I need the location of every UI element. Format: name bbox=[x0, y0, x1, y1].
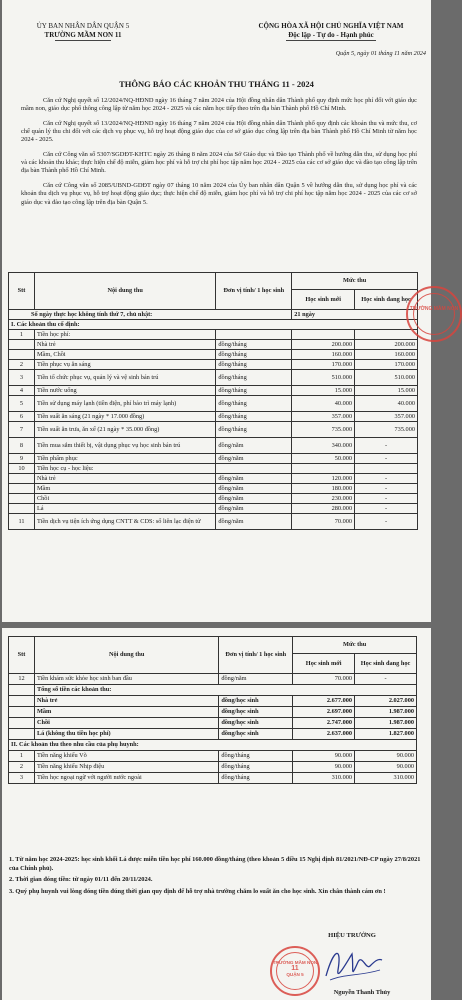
row-new-student-fee: 70.000 bbox=[293, 674, 355, 685]
total-label: Tổng số tiền các khoản thu: bbox=[34, 685, 416, 696]
row-content: Tiền tổ chức phục vụ, quản lý và vệ sinh bán trú bbox=[34, 370, 215, 386]
row-current-student-fee: 200.000 bbox=[355, 340, 418, 350]
header-new-student: Học sinh mới bbox=[293, 654, 355, 674]
header-unit: Đơn vị tính/ 1 học sinh bbox=[216, 273, 292, 310]
row-new-student-fee: 180.000 bbox=[292, 484, 355, 494]
row-stt bbox=[9, 707, 35, 718]
table-row bbox=[9, 370, 418, 386]
document-page-2 bbox=[2, 628, 431, 1000]
row-content: Tiền phục vụ ăn sáng bbox=[34, 360, 215, 370]
table-row bbox=[9, 438, 418, 454]
header-current-student: Học sinh đang học bbox=[355, 290, 418, 310]
row-unit: đồng/tháng bbox=[219, 751, 293, 762]
row-content: Chồi bbox=[34, 494, 215, 504]
header-content: Nội dung thu bbox=[34, 637, 218, 674]
row-unit: đồng/tháng bbox=[216, 396, 292, 412]
row-unit: đồng/tháng bbox=[216, 340, 292, 350]
total-current-student: 1.827.000 bbox=[355, 729, 417, 740]
table-row bbox=[9, 773, 417, 784]
document-date: Quận 5, ngày 01 tháng 11 năm 2024 bbox=[335, 50, 426, 57]
table-row bbox=[9, 494, 418, 504]
header-rate: Mức thu bbox=[292, 273, 418, 290]
row-new-student-fee bbox=[292, 464, 355, 474]
header-content: Nội dung thu bbox=[34, 273, 215, 310]
legal-paragraph: Căn cứ Nghị quyết số 12/2024/NQ-HĐND ngày 16 tháng 7 năm 2024 của Hội đồng nhân dân Thành phố quy định mức học phí đối với giáo dục mầm non, giáo dục phổ thông công lập từ năm học 2024 - 2025 và các năm học tiếp theo trên địa bàn Thành phố Hồ Chí Minh. bbox=[21, 97, 417, 113]
row-stt: 3 bbox=[9, 773, 35, 784]
table-row bbox=[9, 762, 417, 773]
row-stt bbox=[9, 340, 35, 350]
row-current-student-fee: 160.000 bbox=[355, 350, 418, 360]
total-new-student: 2.677.000 bbox=[293, 696, 355, 707]
school-days-row bbox=[9, 310, 418, 320]
national-title: CỘNG HÒA XÃ HỘI CHỦ NGHĨA VIỆT NAM bbox=[258, 22, 404, 30]
notes bbox=[9, 856, 424, 899]
table-row bbox=[9, 422, 418, 438]
row-current-student-fee: 357.000 bbox=[355, 412, 418, 422]
handwritten-signature bbox=[320, 940, 386, 990]
row-new-student-fee: 310.000 bbox=[293, 773, 355, 784]
row-stt: 5 bbox=[9, 396, 35, 412]
stamp-district: QUẬN 5 bbox=[286, 972, 304, 978]
note-2: 2. Thời gian đóng tiền: từ ngày 01/11 đến 20/11/2024. bbox=[9, 876, 153, 884]
stamp-text: TRƯỜNG MẦM NON bbox=[409, 306, 459, 312]
row-new-student-fee: 230.000 bbox=[292, 494, 355, 504]
fee-table-part-1 bbox=[8, 272, 418, 530]
row-content: Lá bbox=[34, 504, 215, 514]
legal-paragraph: Căn cứ Nghị quyết số 13/2024/NQ-HĐND ngày 16 tháng 7 năm 2024 của Hội đồng nhân dân Thành phố quy định các khoản thu và mức thu, cơ chế quản lý thu chi đối với các dịch vụ phục vụ, hỗ trợ hoạt động giáo dục của cơ sở giáo dục công lập trên địa bàn Thành phố Hồ Chí Minh từ năm học 2024 - 2025. bbox=[21, 119, 417, 144]
row-current-student-fee: - bbox=[355, 494, 418, 504]
row-stt bbox=[9, 504, 35, 514]
row-unit: đồng/năm bbox=[216, 484, 292, 494]
row-current-student-fee: 15.000 bbox=[355, 386, 418, 396]
stamp-number: 11 bbox=[291, 965, 299, 973]
table-row bbox=[9, 412, 418, 422]
note-3: 3. Quý phụ huynh vui lòng đóng tiền đúng thời gian quy định để hỗ trợ nhà trường chăm lo suất ăn cho học sinh. Xin chân thành cám ơn ! bbox=[9, 887, 386, 895]
row-unit: đồng/năm bbox=[216, 454, 292, 464]
total-unit: đồng/học sinh bbox=[219, 696, 293, 707]
stamp-inner-ring bbox=[276, 952, 314, 990]
row-new-student-fee: 70.000 bbox=[292, 514, 355, 530]
row-content: Nhà trẻ bbox=[34, 340, 215, 350]
header-current-student: Học sinh đang học bbox=[355, 654, 417, 674]
row-new-student-fee: 90.000 bbox=[293, 751, 355, 762]
row-unit: đồng/năm bbox=[216, 438, 292, 454]
row-stt bbox=[9, 718, 35, 729]
row-new-student-fee: 340.000 bbox=[292, 438, 355, 454]
total-group: Nhà trẻ bbox=[34, 696, 218, 707]
total-group: Mầm bbox=[34, 707, 218, 718]
row-content: Tiền học cụ - học liệu: bbox=[34, 464, 215, 474]
row-new-student-fee: 40.000 bbox=[292, 396, 355, 412]
row-new-student-fee bbox=[292, 330, 355, 340]
row-new-student-fee: 120.000 bbox=[292, 474, 355, 484]
row-stt bbox=[9, 696, 35, 707]
table-row bbox=[9, 484, 418, 494]
row-current-student-fee bbox=[355, 464, 418, 474]
fee-table-part-2 bbox=[8, 636, 417, 784]
section-row bbox=[9, 740, 417, 751]
table-row bbox=[9, 474, 418, 484]
total-row bbox=[9, 718, 417, 729]
motto-underline bbox=[286, 40, 376, 41]
row-content: Tiền sử dụng máy lạnh (tiền điện, phí bảo trì máy lạnh) bbox=[34, 396, 215, 412]
section-1-heading: I. Các khoản thu cố định: bbox=[9, 320, 418, 330]
national-motto: Độc lập - Tự do - Hạnh phúc bbox=[288, 30, 374, 39]
row-current-student-fee: 310.000 bbox=[355, 773, 417, 784]
total-unit: đồng/học sinh bbox=[219, 729, 293, 740]
section-2-heading: II. Các khoản thu theo nhu cầu của phụ huynh: bbox=[9, 740, 417, 751]
total-row bbox=[9, 729, 417, 740]
row-stt: 4 bbox=[9, 386, 35, 396]
row-content: Tiền mua sắm thiết bị, vật dụng phục vụ học sinh bán trú bbox=[34, 438, 215, 454]
row-stt: 2 bbox=[9, 360, 35, 370]
row-stt bbox=[9, 494, 35, 504]
row-content: Tiền năng khiếu Võ bbox=[34, 751, 218, 762]
total-new-student: 2.697.000 bbox=[293, 707, 355, 718]
row-stt: 1 bbox=[9, 751, 35, 762]
row-content: Tiền năng khiếu Nhịp điệu bbox=[34, 762, 218, 773]
table-row bbox=[9, 386, 418, 396]
document-page-1 bbox=[2, 0, 459, 622]
row-stt bbox=[9, 350, 35, 360]
document-title: THÔNG BÁO CÁC KHOẢN THU THÁNG 11 - 2024 bbox=[119, 79, 314, 89]
row-current-student-fee: - bbox=[355, 674, 417, 685]
table-row bbox=[9, 504, 418, 514]
stamp-school: TRƯỜNG MẦM NON bbox=[272, 960, 318, 965]
row-unit: đồng/tháng bbox=[216, 370, 292, 386]
row-content: Mầm, Chồi bbox=[34, 350, 215, 360]
row-stt: 1 bbox=[9, 330, 35, 340]
row-unit: đồng/năm bbox=[216, 474, 292, 484]
total-label-row bbox=[9, 685, 417, 696]
row-unit: đồng/tháng bbox=[216, 386, 292, 396]
row-current-student-fee: 170.000 bbox=[355, 360, 418, 370]
total-unit: đồng/học sinh bbox=[219, 707, 293, 718]
legal-paragraph: Căn cứ Công văn số 2085/UBND-GDĐT ngày 07 tháng 10 năm 2024 của Ủy ban nhân dân Quận 5 về hướng dẫn thu, sử dụng học phí và các khoản thu dịch vụ phục vụ, hỗ trợ hoạt động giáo dục; thực hiện chế độ miễn, giảm học phí và hỗ trợ chi phí học tập năm học 2024 - 2025 của các cơ sở giáo dục và đào tạo công lập trên địa bàn Quận 5. bbox=[21, 181, 417, 206]
row-content: Tiền học ngoại ngữ với người nước ngoài bbox=[34, 773, 218, 784]
section-row bbox=[9, 320, 418, 330]
row-unit: đồng/tháng bbox=[216, 422, 292, 438]
row-unit: đồng/năm bbox=[216, 514, 292, 530]
header-new-student: Học sinh mới bbox=[292, 290, 355, 310]
row-stt bbox=[9, 729, 35, 740]
row-unit: đồng/tháng bbox=[219, 762, 293, 773]
table-row bbox=[9, 751, 417, 762]
table-row bbox=[9, 360, 418, 370]
row-stt: 3 bbox=[9, 370, 35, 386]
issuer-authority: ỦY BAN NHÂN DÂN QUẬN 5 bbox=[36, 22, 130, 30]
row-stt: 2 bbox=[9, 762, 35, 773]
row-unit: đồng/tháng bbox=[216, 350, 292, 360]
row-content: Tiền suất ăn trưa, ăn xế (21 ngày * 35.000 đồng) bbox=[34, 422, 215, 438]
row-stt: 10 bbox=[9, 464, 35, 474]
school-days-value: 21 ngày bbox=[292, 310, 418, 320]
table-row bbox=[9, 350, 418, 360]
row-new-student-fee: 170.000 bbox=[292, 360, 355, 370]
issuer-school: TRƯỜNG MẦM NON 11 bbox=[44, 30, 122, 39]
row-unit: đồng/năm bbox=[219, 674, 293, 685]
row-current-student-fee: 735.000 bbox=[355, 422, 418, 438]
row-current-student-fee bbox=[355, 330, 418, 340]
row-new-student-fee: 15.000 bbox=[292, 386, 355, 396]
row-stt: 6 bbox=[9, 412, 35, 422]
row-new-student-fee: 357.000 bbox=[292, 412, 355, 422]
table-row bbox=[9, 396, 418, 412]
row-new-student-fee: 90.000 bbox=[293, 762, 355, 773]
row-current-student-fee: - bbox=[355, 454, 418, 464]
row-content: Tiền nước uống bbox=[34, 386, 215, 396]
total-group: Lá (không thu tiền học phí) bbox=[34, 729, 218, 740]
row-current-student-fee: 90.000 bbox=[355, 762, 417, 773]
row-stt bbox=[9, 685, 35, 696]
row-stt bbox=[9, 474, 35, 484]
row-new-student-fee: 510.000 bbox=[292, 370, 355, 386]
table-row bbox=[9, 330, 418, 340]
row-current-student-fee: - bbox=[355, 504, 418, 514]
total-row bbox=[9, 707, 417, 718]
row-content: Tiền học phí: bbox=[34, 330, 215, 340]
row-stt bbox=[9, 484, 35, 494]
header-stt: Stt bbox=[9, 273, 35, 310]
row-unit: đồng/năm bbox=[216, 494, 292, 504]
row-content: Tiền khám sức khỏe học sinh ban đầu bbox=[34, 674, 218, 685]
row-current-student-fee: 90.000 bbox=[355, 751, 417, 762]
row-unit: đồng/năm bbox=[216, 504, 292, 514]
row-unit bbox=[216, 330, 292, 340]
row-current-student-fee: 510.000 bbox=[355, 370, 418, 386]
issuer-underline bbox=[55, 40, 111, 41]
row-new-student-fee: 50.000 bbox=[292, 454, 355, 464]
row-stt: 12 bbox=[9, 674, 35, 685]
row-stt: 8 bbox=[9, 438, 35, 454]
row-current-student-fee: - bbox=[355, 514, 418, 530]
signature-role: HIỆU TRƯỞNG bbox=[328, 932, 376, 939]
row-unit: đồng/tháng bbox=[216, 412, 292, 422]
row-stt: 7 bbox=[9, 422, 35, 438]
table-row bbox=[9, 454, 418, 464]
total-current-student: 1.987.000 bbox=[355, 707, 417, 718]
row-current-student-fee: - bbox=[355, 438, 418, 454]
official-stamp-partial bbox=[406, 286, 462, 342]
row-current-student-fee: 40.000 bbox=[355, 396, 418, 412]
header-stt: Stt bbox=[9, 637, 35, 674]
row-new-student-fee: 735.000 bbox=[292, 422, 355, 438]
table-row bbox=[9, 340, 418, 350]
total-new-student: 2.747.000 bbox=[293, 718, 355, 729]
row-unit bbox=[216, 464, 292, 474]
signer-name: Nguyễn Thanh Thủy bbox=[333, 989, 391, 996]
row-content: Nhà trẻ bbox=[34, 474, 215, 484]
issuer-header bbox=[8, 22, 158, 41]
total-group: Chồi bbox=[34, 718, 218, 729]
total-new-student: 2.637.000 bbox=[293, 729, 355, 740]
row-current-student-fee: - bbox=[355, 474, 418, 484]
total-current-student: 2.027.000 bbox=[355, 696, 417, 707]
row-unit: đồng/tháng bbox=[216, 360, 292, 370]
row-new-student-fee: 160.000 bbox=[292, 350, 355, 360]
row-content: Tiền dịch vụ tiện ích ứng dụng CNTT & CDS: sổ liên lạc điện tử bbox=[34, 514, 215, 530]
total-row bbox=[9, 696, 417, 707]
row-stt: 9 bbox=[9, 454, 35, 464]
row-new-student-fee: 200.000 bbox=[292, 340, 355, 350]
legal-paragraph: Căn cứ Công văn số 5307/SGDĐT-KHTC ngày 26 tháng 8 năm 2024 của Sở Giáo dục và Đào tạo Thành phố về hướng dẫn thu, sử dụng học phí và các khoản thu khác; thực hiện chế độ miễn, giảm học phí và hỗ trợ chi phí học tập năm học 2024 - 2025 của các cơ sở giáo dục và đào tạo công lập trên địa bàn Thành phố Hồ Chí Minh. bbox=[21, 150, 417, 175]
header-rate: Mức thu bbox=[293, 637, 417, 654]
row-unit: đồng/tháng bbox=[219, 773, 293, 784]
total-unit: đồng/học sinh bbox=[219, 718, 293, 729]
total-current-student: 1.987.000 bbox=[355, 718, 417, 729]
legal-basis bbox=[21, 97, 417, 213]
row-new-student-fee: 280.000 bbox=[292, 504, 355, 514]
school-days-label: Số ngày thực học không tính thứ 7, chủ nhật: bbox=[9, 310, 292, 320]
stamp-inner-ring bbox=[413, 293, 455, 335]
national-header bbox=[237, 22, 425, 41]
note-1: 1. Từ năm học 2024-2025: học sinh khối Lá được miễn tiền học phí 160.000 đồng/tháng (theo khoản 5 điều 15 Nghị định 81/2021/NĐ-CP ngày 27/8/2021 của Chính phủ). bbox=[9, 856, 421, 872]
table-row bbox=[9, 464, 418, 474]
row-content: Mầm bbox=[34, 484, 215, 494]
row-content: Tiền suất ăn sáng (21 ngày * 17.000 đồng) bbox=[34, 412, 215, 422]
row-current-student-fee: - bbox=[355, 484, 418, 494]
row-content: Tiền phẩm phục bbox=[34, 454, 215, 464]
table-row bbox=[9, 674, 417, 685]
table-row bbox=[9, 514, 418, 530]
row-stt: 11 bbox=[9, 514, 35, 530]
header-unit: Đơn vị tính/ 1 học sinh bbox=[219, 637, 293, 674]
